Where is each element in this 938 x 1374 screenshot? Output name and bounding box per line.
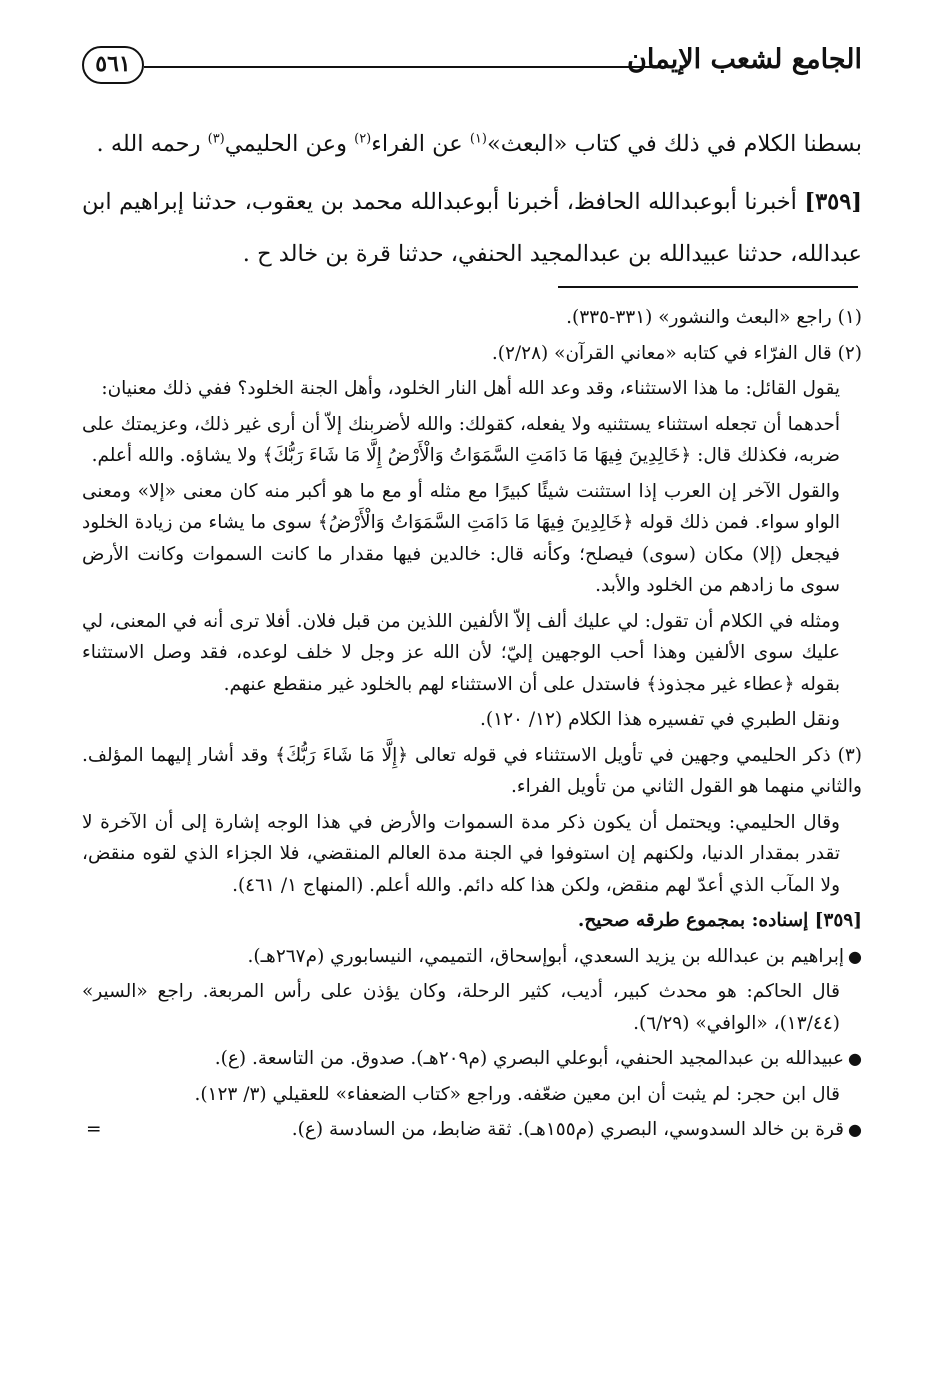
p1-text-b: عن الفراء [371,131,470,157]
narrator-1-text: إبراهيم بن عبدالله بن يزيد السعدي، أبوإسحاق، التميمي، النيسابوري (م٢٦٧هـ). [247,945,845,967]
footnotes [82,302,862,1150]
main-paragraph-1 [82,118,862,170]
footnote-2-para-2: أحدهما أن تجعله استثناء يستثنيه ولا يفعله، كقولك: والله لأضربنك إلاّ أن أرى غير ذلك، وعزيمتك على ضربه، فكذلك قال: ﴿خَالِدِينَ فِيهَا مَا دَامَتِ السَّمَوَاتُ وَالْأَرْضُ إِلَّا مَا شَاءَ رَبُّكَ﴾ ولا يشاؤه. والله أعلم. [82,413,840,466]
narrator-1 [82,941,862,973]
bullet-icon: ● [848,946,862,966]
footnote-2: (٢) قال الفرّاء في كتابه «معاني القرآن» (٢/٢٨). [491,342,862,364]
footnote-2-para-1: يقول القائل: ما هذا الاستثناء، وقد وعد الله أهل النار الخلود، وأهل الجنة الخلود؟ ففي ذلك معنيان: [101,378,840,399]
p1-text-d: رحمه الله . [96,131,208,157]
narrator-3-text: قرة بن خالد السدوسي، البصري (م١٥٥هـ). ثقة ضابط، من السادسة (ع). [291,1119,845,1140]
footnote-ref-2: (٢) [354,131,372,147]
page-header [82,42,862,96]
narrator-3 [82,1114,862,1146]
hadith-number: [٣٥٩] [804,189,862,215]
bullet-icon: ● [848,1120,862,1139]
footnote-2-para-5: ونقل الطبري في تفسيره هذا الكلام (١٢/ ١٢٠). [480,709,840,730]
footnote-2-para-4: ومثله في الكلام أن تقول: لي عليك ألف إلاّ الألفين اللذين من قبل فلان. أفلا ترى أنه في المعنى، لي عليك سوى الألفين وهذا أحب الوجهين إليّ؛ لأن الله عز وجل لا خلف لوعده، فقد وصل الاستثناء بقوله ﴿عطاء غير مجذوذ﴾ فاستدل على أن الاستثناء لهم بالخلود غير منقطع عنهم. [82,610,840,695]
bullet-icon: ● [848,1049,862,1068]
continuation-mark: = [86,1119,102,1140]
footnote-ref-1: (١) [469,131,487,147]
running-title: الجامع لشعب الإيمان [627,44,862,75]
narrator-2 [82,1043,862,1075]
p1-text-c: وعن الحليمي [224,131,355,157]
narrator-2-note: قال ابن حجر: لم يثبت أن ابن معين ضعّفه. وراجع «كتاب الضعفاء» للعقيلي (٣/ ١٢٣). [194,1083,840,1105]
main-text [82,118,862,280]
hadith-isnad-text: أخبرنا أبوعبدالله الحافظ، أخبرنا أبوعبدالله محمد بن يعقوب، حدثنا إبراهيم ابن عبدالله، حدثنا عبيدالله بن عبدالمجيد الحنفي، حدثنا قرة بن خالد ح . [82,189,862,267]
page-number: ٥٦١ [82,46,144,84]
footnote-3: (٣) ذكر الحليمي وجهين في تأويل الاستثناء في قوله تعالى ﴿إِلَّا مَا شَاءَ رَبُّكَ﴾ وقد أشار إليهما المؤلف. والثاني منهما هو القول الثاني من تأويل الفراء. [82,744,862,797]
footnote-2-para-3: والقول الآخر إن العرب إذا استثنت شيئًا كبيرًا مع مثله أو مع ما هو أكبر منه كان معنى «إلا» ومعنى الواو سواء. فمن ذلك قوله ﴿خَالِدِينَ فِيهَا مَا دَامَتِ السَّمَوَاتُ وَالْأَرْضُ﴾ سوى ما يشاء من زيادة الخلود فيجعل (إلا) مكان (سوى) فيصلح؛ وكأنه قال: خالدين فيها مقدار ما كانت السموات وكانت الأرض سوى ما زادهم من الخلود والأبد. [82,480,840,596]
isnad-grading-title: [٣٥٩] إسناده: بمجموع طرقه صحيح. [577,910,862,931]
footnote-divider [558,286,858,288]
narrator-2-text: عبيدالله بن عبدالمجيد الحنفي، أبوعلي البصري (م٢٠٩هـ). صدوق. من التاسعة. (ع). [214,1048,845,1069]
footnote-ref-3: (٣) [207,131,225,147]
footnote-1: (١) راجع «البعث والنشور» (٣٣١-٣٣٥). [566,307,862,328]
footnote-3-para-1: وقال الحليمي: ويحتمل أن يكون ذكر مدة السموات والأرض في هذا الوجه إشارة إلى أن الآخرة لا تقدر بمقدار الدنيا، ولكنهم إن استوفوا في الجنة مدة العالم المنقضي، فلا الجزاء الذي لقوه منقض، ولا المآب الذي أعدّ لهم منقض، ولكن هذا كله دائم. والله أعلم. (المنهاج ١/ ٤٦١). [82,811,840,896]
narrator-1-note: قال الحاكم: هو محدث كبير، أديب، كثير الرحلة، وكان يؤذن على رأس المربعة. راجع «السير» (١٣/٤٤)، «الوافي» (٦/٢٩). [82,981,840,1034]
header-rule [144,66,654,68]
main-paragraph-2 [82,176,862,280]
p1-text-a: بسطنا الكلام في ذلك في كتاب «البعث» [486,131,862,157]
